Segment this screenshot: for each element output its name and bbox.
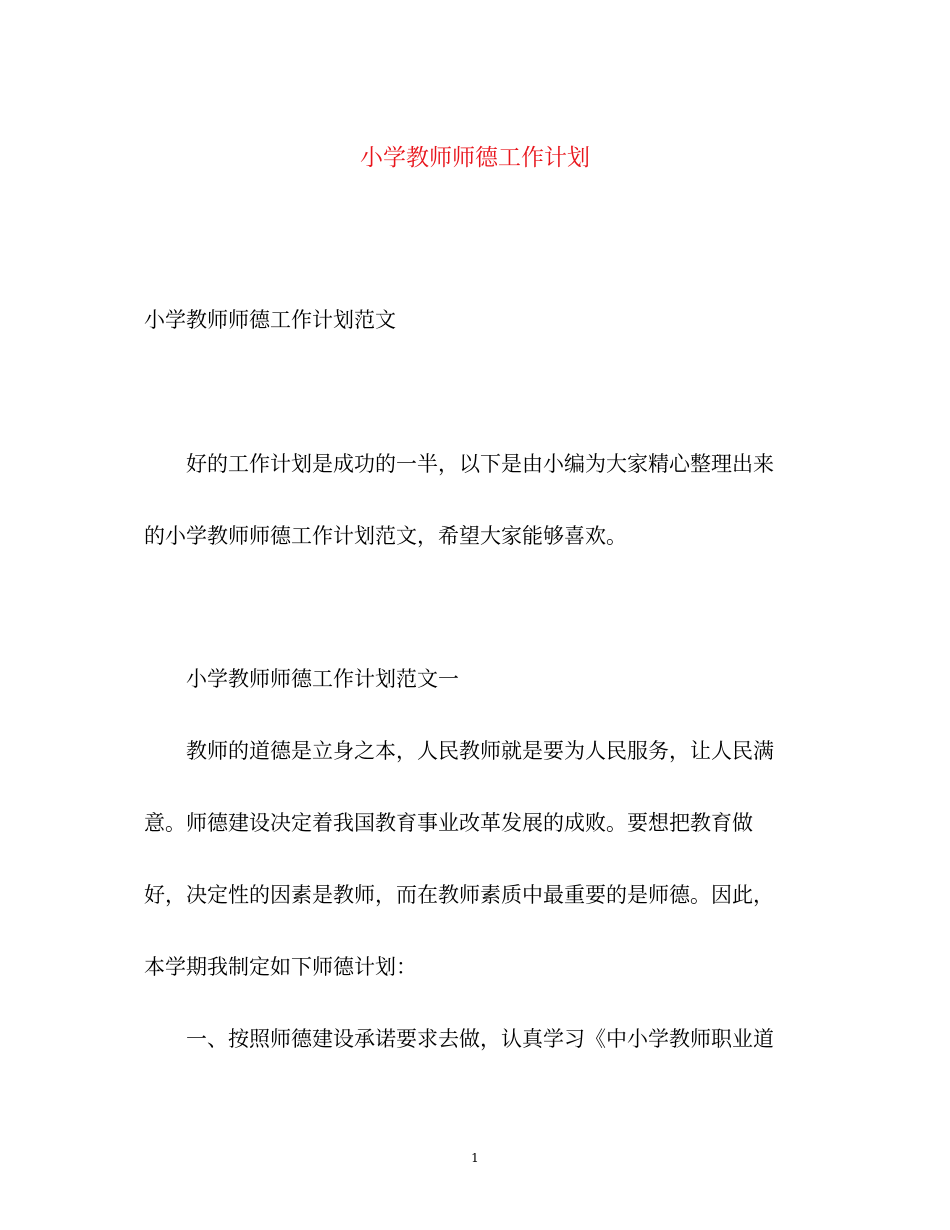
intro-line-2: 的小学教师师德工作计划范文，希望大家能够喜欢。: [144, 524, 627, 548]
page-number: 1: [471, 1151, 479, 1165]
body-line-4: 本学期我制定如下师德计划：: [144, 955, 417, 979]
body-line-5: 一、按照师德建设承诺要求去做，认真学习《中小学教师职业道: [186, 1027, 774, 1051]
section-heading: 小学教师师德工作计划范文一: [186, 667, 459, 691]
document-title: 小学教师师德工作计划: [360, 145, 590, 171]
intro-line-1: 好的工作计划是成功的一半，以下是由小编为大家精心整理出来: [186, 452, 774, 476]
body-line-2: 意。师德建设决定着我国教育事业改革发展的成败。要想把教育做: [144, 811, 753, 835]
body-line-1: 教师的道德是立身之本，人民教师就是要为人民服务，让人民满: [186, 739, 774, 763]
body-line-3: 好，决定性的因素是教师，而在教师素质中最重要的是师德。因此，: [144, 883, 774, 907]
document-subtitle: 小学教师师德工作计划范文: [144, 308, 396, 332]
